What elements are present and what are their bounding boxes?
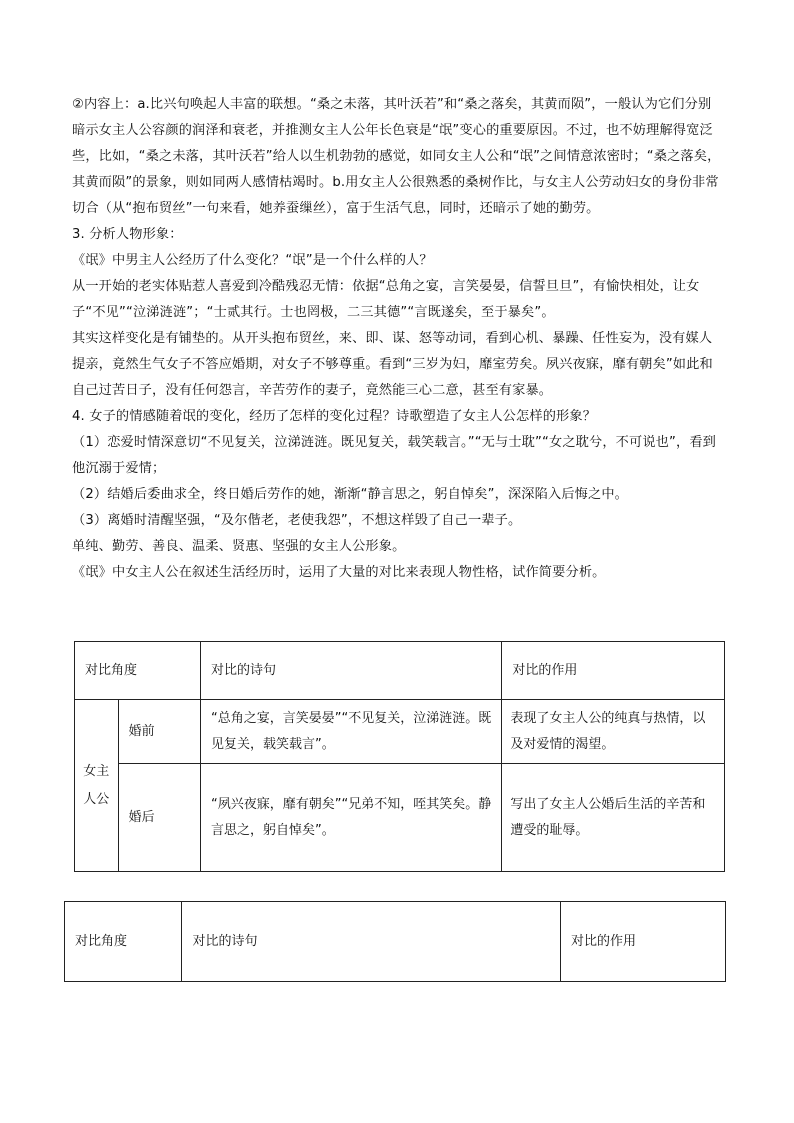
header-cell-verse-2 (182, 902, 561, 982)
contrast-table-answer (74, 641, 725, 872)
stage-divorce: （3）离婚时清醒坚强，“及尔偕老，老使我怨”，不想这样毁了自己一辈子。 (72, 513, 522, 528)
header-cell-verse (200, 642, 501, 700)
header-verse-2: 对比的诗句 (192, 933, 258, 949)
answer-male-change: 从一开始的老实体贴惹人喜爱到冷酷残忍无情：依据“总角之宴，言笑晏晏，信誓旦旦”，有愉快相处，让女子“不见”“泣涕涟涟”；“士贰其行。士也罔极，二三其德”“言既遂矣，至于暴矣”。 (72, 279, 700, 320)
answer-foreshadowing: 其实这样变化是有铺垫的。从开头抱布贸丝，来、即、谋、怒等动词，看到心机、暴躁、任性妄为，没有媒人提亲，竟然生气女子不答应婚期，对女子不够尊重。看到“三岁为妇，靡室劳矣。夙兴夜寐，靡有朝矣”如此和自己过苦日子，没有任何怨言，辛苦劳作的妻子，竟然能三心二意，甚至有家暴。 (72, 331, 713, 398)
header-angle: 对比角度 (85, 662, 138, 678)
contrast-question: 《氓》中女主人公在叙述生活经历时，运用了大量的对比来表现人物性格，试作简要分析。 (72, 565, 606, 580)
verse-before: “总角之宴，言笑晏晏”“不见复关，泣涕涟涟。既见复关，载笑载言”。 (210, 710, 492, 752)
question-male-protagonist: 《氓》中男主人公经历了什么变化？“氓”是一个什么样的人？ (72, 253, 433, 268)
contrast-table-blank (64, 901, 726, 982)
effect-cell-after (502, 764, 725, 872)
table-header-row (65, 902, 726, 982)
header-cell-effect (502, 642, 725, 700)
section-heading-female-emotion: 4. 女子的情感随着氓的变化，经历了怎样的变化过程？诗歌塑造了女主人公怎样的形象？ (72, 409, 597, 424)
verse-cell-after (200, 764, 501, 872)
table-header-row (75, 642, 725, 700)
header-cell-effect-2 (560, 902, 725, 982)
stage-marriage: （2）结婚后委曲求全，终日婚后劳作的她，渐渐“静言思之，躬自悼矣”，深深陷入后悔之中。 (72, 487, 629, 502)
effect-cell-before (502, 700, 725, 764)
header-verse: 对比的诗句 (210, 662, 276, 678)
header-cell-angle (75, 642, 201, 700)
document-body (72, 92, 724, 586)
sub-label-after: 婚后 (128, 809, 155, 825)
verse-after: “夙兴夜寐，靡有朝矣”“兄弟不知，咥其笑矣。静言思之，躬自悼矣”。 (210, 796, 492, 838)
header-effect: 对比的作用 (512, 662, 578, 678)
sub-cell-after (118, 764, 200, 872)
stage-love: （1）恋爱时情深意切“不见复关，泣涕涟涟。既见复关，载笑载言。”“无与士耽”“女之耽兮，不可说也”，看到他沉溺于爱情； (72, 435, 717, 476)
group-cell (75, 700, 119, 872)
header-angle-2: 对比角度 (75, 933, 128, 949)
table-row (75, 700, 725, 764)
group-label: 女主人公 (83, 763, 110, 807)
female-image-summary: 单纯、勤劳、善良、温柔、贤惠、坚强的女主人公形象。 (72, 539, 406, 554)
effect-after: 写出了女主人公婚后生活的辛苦和遭受的耻辱。 (510, 796, 706, 838)
paragraph-content-analysis: ②内容上：a.比兴句唤起人丰富的联想。“桑之未落，其叶沃若”和“桑之落矣，其黄而陨”，一般认为它们分别暗示女主人公容颜的润泽和衰老，并推测女主人公年长色衰是“氓”变心的重要原因。不过，也不妨理解得宽泛些，比如，“桑之未落，其叶沃若”给人以生机勃勃的感觉，如同女主人公和“氓”之间情意浓密时；“桑之落矣，其黄而陨”的景象，则如同两人感情枯竭时。b.用女主人公很熟悉的桑树作比，与女主人公劳动妇女的身份非常切合（从“抱布贸丝”一句来看，她养蚕缫丝），富于生活气息，同时，还暗示了她的勤劳。 (72, 97, 721, 216)
verse-cell-before (200, 700, 501, 764)
sub-label-before: 婚前 (128, 723, 155, 739)
header-cell-angle-2 (65, 902, 182, 982)
section-heading-character: 3. 分析人物形象： (72, 227, 183, 242)
sub-cell-before (118, 700, 200, 764)
effect-before: 表现了女主人公的纯真与热情，以及对爱情的渴望。 (510, 710, 706, 752)
header-effect-2: 对比的作用 (570, 933, 636, 949)
table-row (75, 764, 725, 872)
